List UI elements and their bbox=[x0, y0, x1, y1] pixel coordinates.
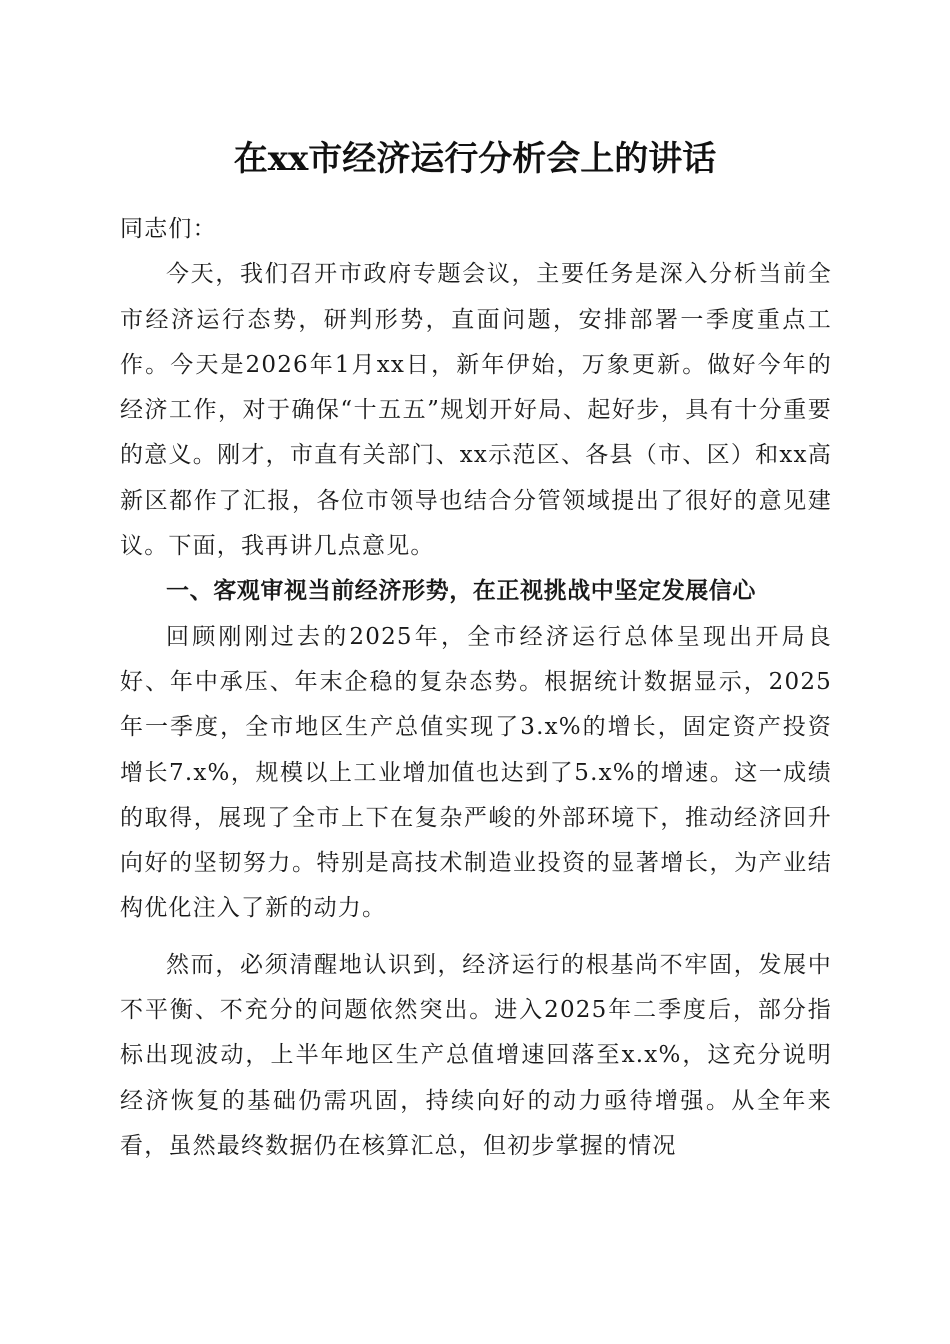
section-heading: 一、客观审视当前经济形势，在正视挑战中坚定发展信心 bbox=[166, 578, 756, 605]
intro-paragraph: 今天，我们召开市政府专题会议，主要任务是深入分析当前全市经济运行态势，研判形势，直面问题，安排部署一季度重点工作。今天是2026年1月xx日，新年伊始，万象更新。做好今年的经济工作，对于确保“十五五”规划开好局、起好步，具有十分重要的意义。刚才，市直有关部门、xx示范区、各县（市、区）和xx高新区都作了汇报，各位市领导也结合分管领域提出了很好的意见建议。下面，我再讲几点意见。 bbox=[120, 261, 832, 560]
salutation: 同志们： bbox=[120, 216, 217, 242]
document-title: 在xx市经济运行分析会上的讲话 bbox=[233, 139, 717, 179]
section-paragraph-1: 回顾刚刚过去的2025年，全市经济运行总体呈现出开局良好、年中承压、年末企稳的复杂态势。根据统计数据显示，2025年一季度，全市地区生产总值实现了3.x%的增长，固定资产投资增长7.x%，规模以上工业增加值也达到了5.x%的增速。这一成绩的取得，展现了全市上下在复杂严峻的外部环境下，推动经济回升向好的坚韧努力。特别是高技术制造业投资的显著增长，为产业结构优化注入了新的动力。 bbox=[120, 623, 832, 922]
document-body bbox=[120, 207, 832, 1169]
section-paragraph-2: 然而，必须清醒地认识到，经济运行的根基尚不牢固，发展中不平衡、不充分的问题依然突出。进入2025年二季度后，部分指标出现波动，上半年地区生产总值增速回落至x.x%，这充分说明经济恢复的基础仍需巩固，持续向好的动力亟待增强。从全年来看，虽然最终数据仍在核算汇总，但初步掌握的情况 bbox=[120, 951, 832, 1159]
